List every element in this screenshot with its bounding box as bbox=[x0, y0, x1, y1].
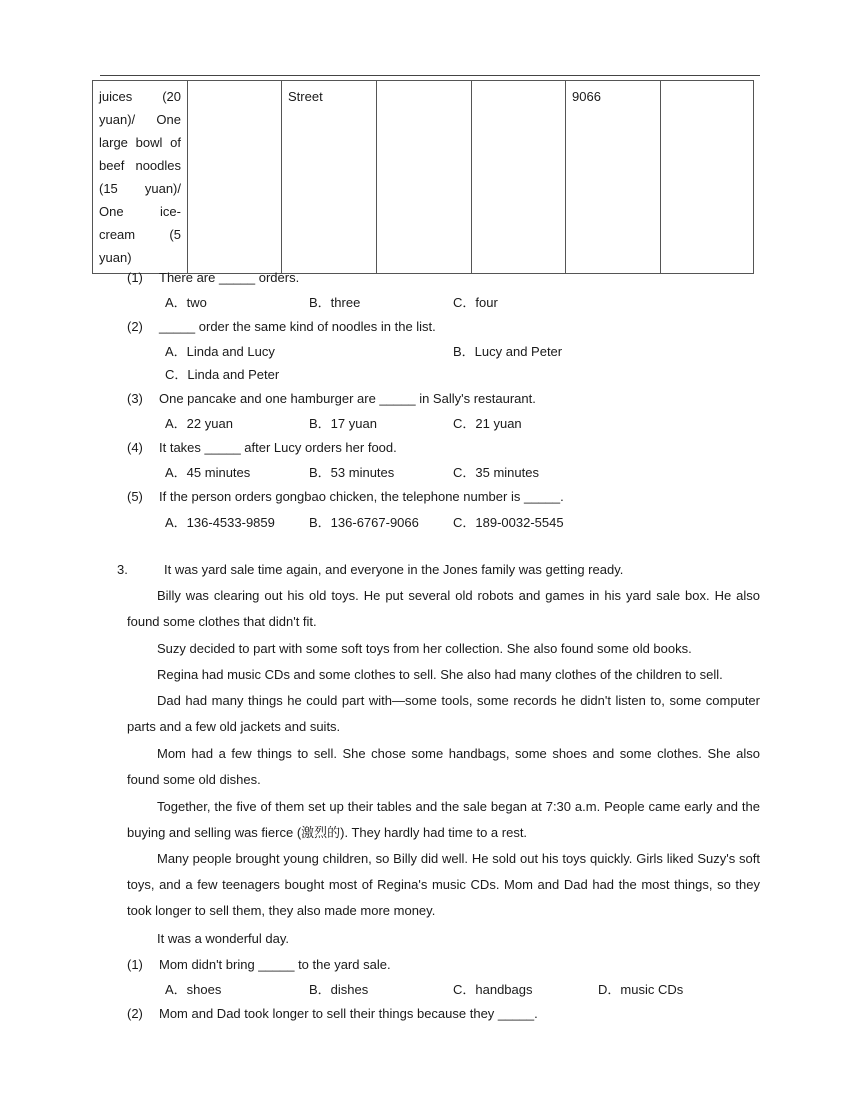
table-cell-phone: 9066 bbox=[566, 81, 661, 274]
question-text: There are _____ orders. bbox=[159, 270, 300, 285]
option-c[interactable]: C．four bbox=[453, 295, 498, 310]
option-b[interactable]: B．dishes bbox=[309, 982, 369, 997]
option-b[interactable]: B．three bbox=[309, 295, 361, 310]
passage-paragraph bbox=[127, 794, 760, 846]
option-d[interactable]: D．music CDs bbox=[598, 982, 684, 997]
option-c[interactable]: C．handbags bbox=[453, 982, 533, 997]
cell-line: large bowl of bbox=[99, 135, 181, 150]
option-a[interactable]: A．Linda and Lucy bbox=[165, 344, 275, 359]
option-b[interactable]: B．17 yuan bbox=[309, 416, 377, 431]
table-cell bbox=[472, 81, 566, 274]
question-number: (2) bbox=[127, 1006, 143, 1021]
cell-line: One ice- bbox=[99, 204, 181, 219]
option-c[interactable]: C．Linda and Peter bbox=[165, 367, 280, 382]
cell-line: yuan)/ One bbox=[99, 112, 181, 127]
option-c[interactable]: C．21 yuan bbox=[453, 416, 522, 431]
passage-paragraph bbox=[127, 926, 760, 952]
question-4 bbox=[127, 439, 397, 457]
passage-paragraph bbox=[127, 741, 760, 793]
question-text: Mom didn't bring _____ to the yard sale. bbox=[159, 957, 391, 972]
option-a[interactable]: A．45 minutes bbox=[165, 465, 251, 480]
question-1 bbox=[127, 269, 299, 287]
order-table-fragment bbox=[92, 80, 754, 274]
header-rule bbox=[100, 75, 760, 76]
cell-line: juices (20 bbox=[99, 89, 181, 104]
question-text: If the person orders gongbao chicken, the telephone number is _____. bbox=[159, 489, 564, 504]
section-3-heading bbox=[117, 561, 623, 579]
passage-paragraph bbox=[127, 688, 760, 740]
table-cell bbox=[377, 81, 472, 274]
question-text: One pancake and one hamburger are _____ in Sally's restaurant. bbox=[159, 391, 536, 406]
paragraph-text: Many people brought young children, so Billy did well. He sold out his toys quickly. Girls liked Suzy's soft toys, and a few teenagers bought most of Regina's music CDs. Mom and Dad had the most things, so they took longer to sell them, they also made more money. bbox=[127, 851, 760, 919]
paragraph-text: Together, the five of them set up their tables and the sale began at 7:30 a.m. People came early and the buying and selling was fierce (激烈的). They hardly had time to a rest. bbox=[127, 799, 760, 841]
table-cell-order bbox=[93, 81, 188, 274]
question-text: _____ order the same kind of noodles in the list. bbox=[159, 319, 436, 334]
table-cell bbox=[661, 81, 754, 274]
question-number: (1) bbox=[127, 270, 143, 285]
question-1 bbox=[127, 956, 391, 974]
option-b[interactable]: B．136-6767-9066 bbox=[309, 515, 419, 530]
option-c[interactable]: C．35 minutes bbox=[453, 465, 539, 480]
table-cell-address: Street bbox=[282, 81, 377, 274]
section-first-line: It was yard sale time again, and everyone in the Jones family was getting ready. bbox=[164, 562, 624, 577]
option-a[interactable]: A．shoes bbox=[165, 982, 222, 997]
paragraph-text: Mom had a few things to sell. She chose some handbags, some shoes and some clothes. She also found some old dishes. bbox=[127, 746, 760, 788]
paragraph-text: Billy was clearing out his old toys. He put several old robots and games in his yard sale box. He also found some clothes that didn't fit. bbox=[127, 588, 760, 630]
paragraph-text: Regina had music CDs and some clothes to sell. She also had many clothes of the children to sell. bbox=[157, 667, 723, 682]
section-number: 3. bbox=[117, 562, 128, 577]
question-number: (1) bbox=[127, 957, 143, 972]
option-a[interactable]: A．two bbox=[165, 295, 207, 310]
passage-paragraph bbox=[127, 583, 760, 635]
question-number: (2) bbox=[127, 319, 143, 334]
question-text: Mom and Dad took longer to sell their things because they _____. bbox=[159, 1006, 538, 1021]
question-2 bbox=[127, 1005, 538, 1023]
cell-line: yuan) bbox=[99, 250, 132, 265]
question-3 bbox=[127, 390, 536, 408]
question-number: (5) bbox=[127, 489, 143, 504]
cell-line: cream (5 bbox=[99, 227, 181, 242]
question-text: It takes _____ after Lucy orders her food. bbox=[159, 440, 397, 455]
option-c[interactable]: C．189-0032-5545 bbox=[453, 515, 564, 530]
passage-paragraph bbox=[127, 636, 760, 662]
passage-paragraph bbox=[127, 846, 760, 925]
option-b[interactable]: B．53 minutes bbox=[309, 465, 395, 480]
question-number: (4) bbox=[127, 440, 143, 455]
cell-line: beef noodles bbox=[99, 158, 181, 173]
question-2 bbox=[127, 318, 436, 336]
passage-paragraph bbox=[127, 662, 760, 688]
paragraph-text: Suzy decided to part with some soft toys from her collection. She also found some old books. bbox=[157, 641, 692, 656]
paragraph-text: Dad had many things he could part with—some tools, some records he didn't listen to, some computer parts and a few old jackets and suits. bbox=[127, 693, 760, 735]
option-a[interactable]: A．136-4533-9859 bbox=[165, 515, 275, 530]
question-number: (3) bbox=[127, 391, 143, 406]
table-cell bbox=[188, 81, 282, 274]
option-a[interactable]: A．22 yuan bbox=[165, 416, 233, 431]
option-b[interactable]: B．Lucy and Peter bbox=[453, 344, 563, 359]
cell-line: (15 yuan)/ bbox=[99, 181, 181, 196]
paragraph-text: It was a wonderful day. bbox=[157, 931, 289, 946]
table-row bbox=[93, 81, 754, 274]
question-5 bbox=[127, 488, 564, 506]
